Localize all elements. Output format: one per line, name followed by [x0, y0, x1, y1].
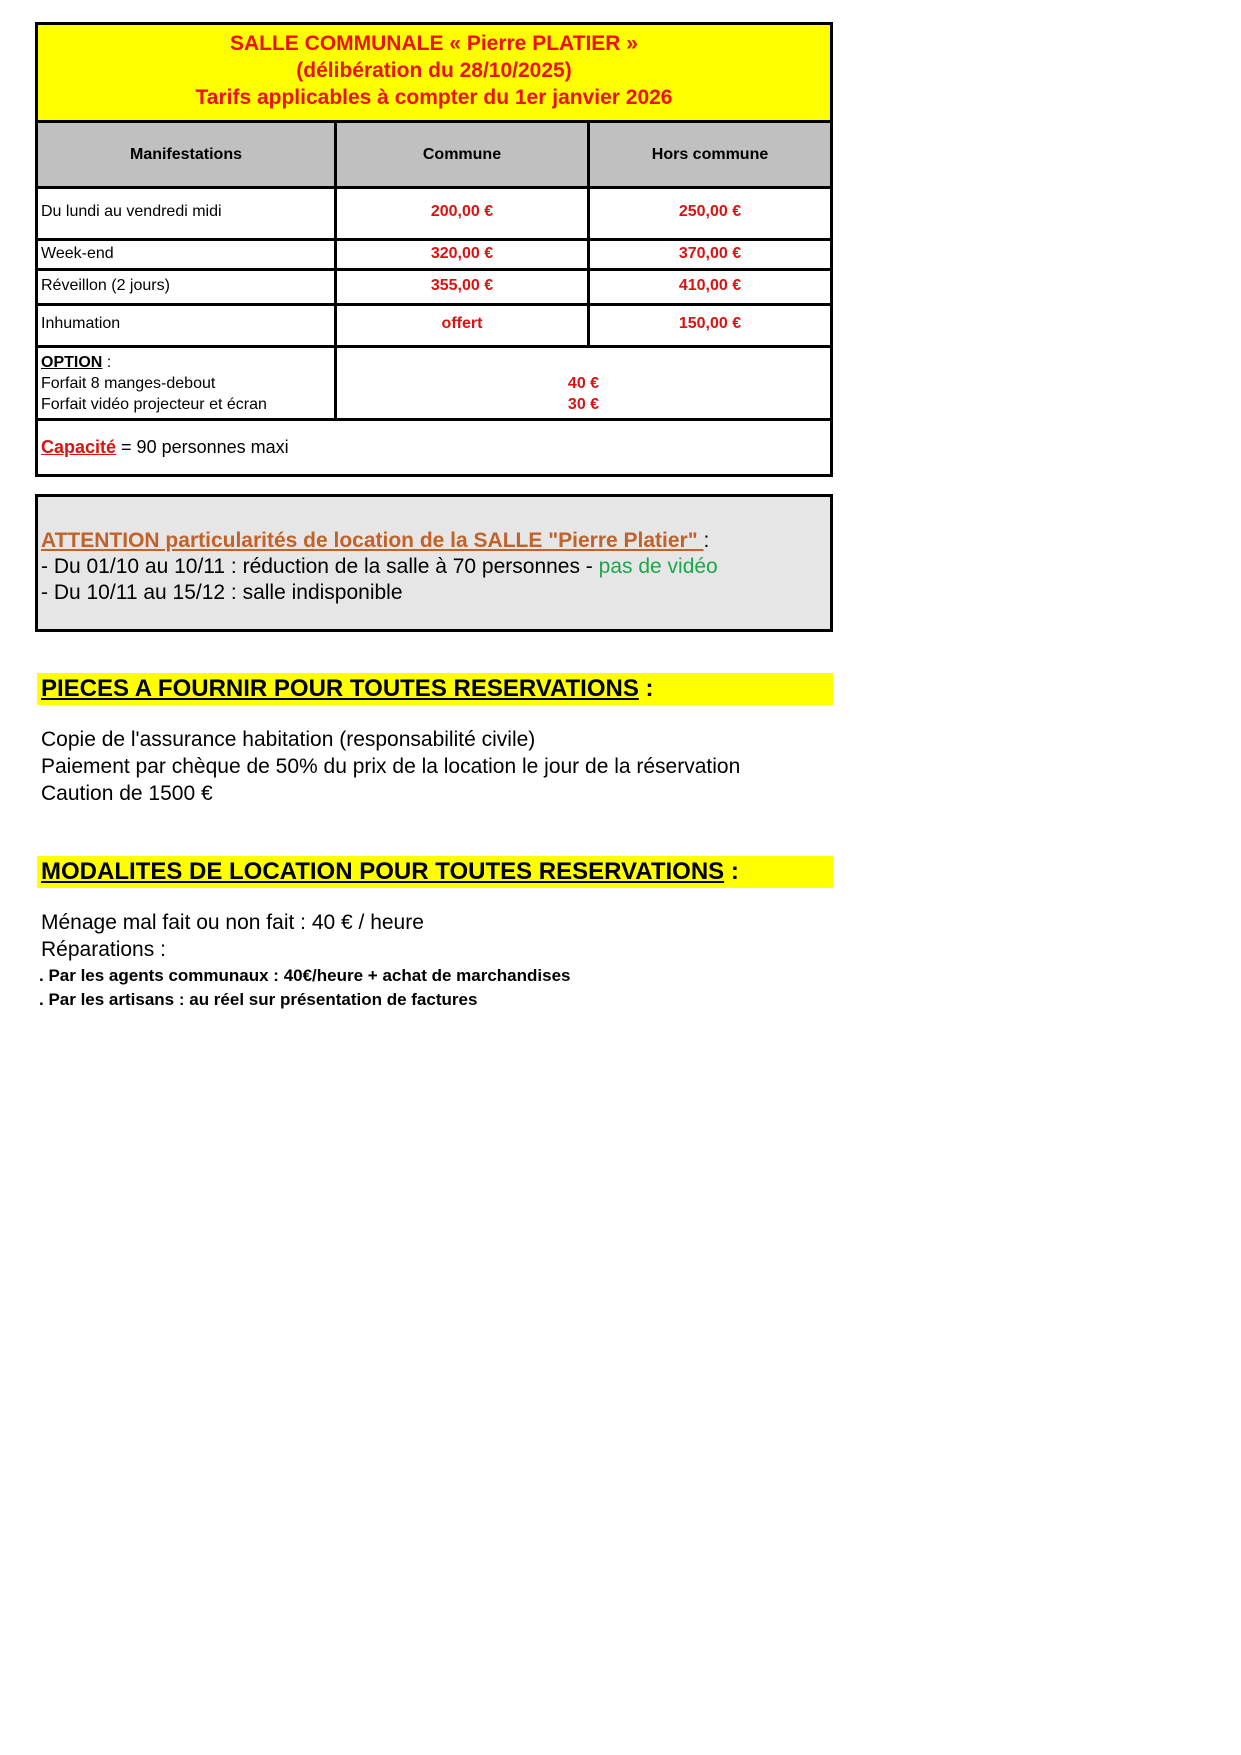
attention-line-1-text: - Du 01/10 au 10/11 : réduction de la salle à 70 personnes -: [41, 555, 599, 578]
rule: [38, 186, 830, 189]
pieces-item: Paiement par chèque de 50% du prix de la location le jour de la réservation: [41, 755, 741, 778]
price-hors-commune: 410,00 €: [678, 277, 742, 294]
option-price: 40 €: [567, 375, 600, 392]
option-item: Forfait vidéo projecteur et écran: [41, 396, 267, 413]
price-commune: 200,00 €: [430, 203, 494, 220]
rule: [38, 120, 830, 123]
price-commune: offert: [441, 315, 483, 332]
rule: [38, 268, 830, 271]
row-label: Week-end: [41, 245, 114, 262]
price-hors-commune: 370,00 €: [678, 245, 742, 262]
attention-title-line: [41, 529, 709, 553]
capacity: [41, 437, 289, 458]
pieces-item: Caution de 1500 €: [41, 782, 213, 805]
attention-box: [35, 494, 833, 632]
modalites-heading-text: MODALITES DE LOCATION POUR TOUTES RESERVATIONS: [41, 858, 725, 885]
rule: [38, 303, 830, 306]
attention-no-video: pas de vidéo: [598, 555, 718, 578]
option-colon: :: [102, 354, 112, 371]
price-hors-commune: 250,00 €: [678, 203, 742, 220]
column-rule: [587, 120, 590, 348]
table-title: [38, 25, 830, 120]
tarif-table: [35, 22, 833, 477]
title-line-2: (délibération du 28/10/2025): [296, 59, 572, 82]
modalites-heading-colon: :: [724, 858, 739, 885]
pieces-item: Copie de l'assurance habitation (responsabilité civile): [41, 728, 536, 751]
option-item: Forfait 8 manges-debout: [41, 375, 216, 392]
reparation-detail: . Par les artisans : au réel sur présentation de factures: [39, 990, 478, 1009]
column-rule: [334, 120, 337, 418]
attention-title: ATTENTION particularités de location de la SALLE "Pierre Platier": [41, 529, 704, 552]
row-label: Du lundi au vendredi midi: [41, 203, 222, 220]
attention-colon: :: [703, 529, 710, 552]
option-price: 30 €: [567, 396, 600, 413]
price-hors-commune: 150,00 €: [678, 315, 742, 332]
pieces-heading: [37, 673, 833, 705]
modalites-heading: [37, 856, 833, 888]
menage-text: Ménage mal fait ou non fait : 40 € / heure: [41, 911, 424, 934]
option-label: OPTION: [41, 354, 103, 371]
pieces-heading-text: PIECES A FOURNIR POUR TOUTES RESERVATIONS: [41, 675, 639, 702]
capacity-label: Capacité: [41, 437, 117, 457]
header-hors-commune: Hors commune: [651, 146, 769, 163]
capacity-text: = 90 personnes maxi: [116, 437, 289, 457]
row-label: Réveillon (2 jours): [41, 277, 170, 294]
option-title: [41, 352, 111, 373]
price-commune: 320,00 €: [430, 245, 494, 262]
reparation-detail: . Par les agents communaux : 40€/heure + achat de marchandises: [39, 966, 571, 985]
header-commune: Commune: [422, 146, 502, 163]
price-commune: 355,00 €: [430, 277, 494, 294]
rule: [38, 418, 830, 421]
title-line-1: SALLE COMMUNALE « Pierre PLATIER »: [229, 32, 638, 55]
header-manifestations: Manifestations: [129, 146, 242, 163]
pieces-heading-colon: :: [638, 675, 654, 702]
row-label: Inhumation: [41, 315, 121, 332]
title-line-3: Tarifs applicables à compter du 1er janvier 2026: [195, 86, 673, 109]
attention-line-2: - Du 10/11 au 15/12 : salle indisponible: [41, 581, 403, 604]
rule: [38, 238, 830, 241]
attention-line-1: [41, 555, 718, 579]
reparations-title: Réparations :: [41, 938, 166, 961]
rule: [38, 345, 830, 348]
